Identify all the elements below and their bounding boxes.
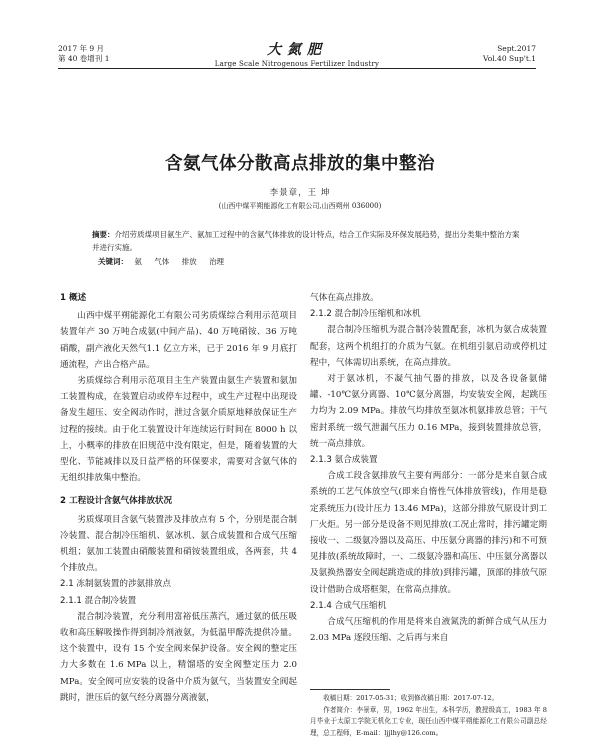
paragraph: 山西中煤平朔能源化工有限公司劣质煤综合利用示范项目装置年产 30 万吨合成氨(中间产品)、40 万吨硝铵、36 万吨硝酸，副产液化天然气1.1 亿立方米，已于 2016 年 9 月底打通流程，产出合格产品。 (60, 311, 297, 370)
body-column-right (310, 290, 547, 646)
footnote-rule (310, 689, 390, 690)
keyword: 排放 (181, 257, 197, 266)
paragraph: 劣质煤项目含氨气装置涉及排放点有 5 个，分别是混合制冷装置、混合制冷压缩机、氨冰机、氨合成装置和合成气压缩机组；氨加工装置由硝酸装置和硝铵装置组成，各两套，共 4 个排放点。 (60, 514, 297, 574)
section-heading-1: 1 概述 (60, 293, 87, 303)
header-date-cn: 2017 年 9 月 (58, 44, 105, 53)
journal-masthead (58, 39, 536, 68)
body-column-left (60, 290, 297, 706)
abstract (92, 228, 520, 254)
header-volume-en: Vol.40 Sup't.1 (483, 54, 536, 63)
paragraph: 混合制冷装置，充分利用富裕低压蒸汽，通过氨的低压吸收和高压解吸操作得到制冷剂液氨，为低温甲醇洗提供冷量。这个装置中，设有 15 个安全阀来保护设备。安全阀的整定压力大多数在 1.6 MPa 以上，精馏塔的安全阀整定压力 2.0 MPa。安全阀可应安装的设备中介质为氨气，当装置安全阀起跳时，泄压后的氨气经分离器分离液氨， (60, 611, 297, 703)
running-header (58, 44, 536, 66)
section-heading-2: 2 工程设计含氨气体排放状况 (60, 496, 173, 507)
paragraph: 合成气压缩机的作用是将来自液氮洗的新鲜合成气从压力 2.03 MPa 逐段压缩、之后再与来自 (310, 617, 547, 644)
footnote (310, 693, 547, 739)
abstract-text: 介绍劳质煤项目氨生产、氨加工过程中的含氨气体排放的设计特点，结合工作实际及环保发展趋势，提出分类集中整治方案并进行实施。 (92, 230, 520, 252)
journal-subtitle: Large Scale Nitrogenous Fertilizer Industry (214, 60, 380, 68)
header-rule (58, 68, 536, 69)
journal-logo: 大氮肥 (267, 42, 327, 58)
article-affiliation: (山西中煤平朔能源化工有限公司,山西朔州 036000) (218, 202, 382, 210)
subsection-heading-2-1-4: 2.1.4 合成气压缩机 (310, 600, 387, 611)
paragraph: 混合制冷压缩机为混合制冷装置配套，冰机为氨合成装置配套，这两个机组打的介质为气氨。在机组引氨启动或停机过程中，气体需切出系统，在高点排放。 (310, 325, 547, 368)
keywords-label: 关键词： (98, 257, 128, 266)
abstract-label: 摘要： (92, 230, 115, 239)
footnote-received: 收稿日期：2017-05-31；收到修改稿日期：2017-07-12。 (323, 694, 499, 702)
header-volume-cn: 第 40 卷增刊 1 (58, 54, 110, 63)
subsection-heading-2-1-2: 2.1.2 混合制冷压缩机和冰机 (310, 309, 421, 320)
keyword: 治理 (209, 257, 225, 266)
paragraph: 对于氨冰机，不凝气抽气器的排放，以及各设备氨储罐、-10℃氨分离器、10℃氨分离器，均安装安全阀，起跳压力均为 2.09 MPa。排放气均排放至氨冰机氨排放总管；干气密封系统一级气泄漏气压力 0.16 MPa，接到装置排放总管，统一高点排放。 (310, 374, 547, 449)
paragraph: 合成工段含氨排放气主要有两部分：一部分是来自氨合成系统的工艺气体放空气(即来自惰性气体排放管线)，作用是稳定系统压力(设计压力 13.46 MPa)，这部分排放气原设计到工厂火炬。另一部分是设备不则见排放(工况止常时，排污罐定期接收一、二级氨冷器以及高压、中压氨分离器的排污)和不可预见排放(系统故障时，一、二级氨冷器和高压、中压氨分离器以及氨换热器安全阀起跳造成的排放)到排污罐，顶部的排放气原设计借助合成塔框架，在常高点排放。 (310, 471, 547, 595)
subsection-heading-2-1-3: 2.1.3 氨合成装置 (310, 455, 378, 466)
subsection-heading-2-1: 2.1 冻制氨装置的涉氨排放点 (60, 579, 171, 590)
header-date-en: Sept.2017 (497, 44, 536, 53)
footnote-author-bio: 作者简介：李景章，男，1962 年出生，本科学历，教授级高工，1983 年 8 月毕业于太原工学院无机化工专业，现任山西中煤平朔能源化工有限公司副总经理，总工程师，E-mail：ljjlhy@126.com。 (310, 705, 547, 737)
article-title: 含氨气体分散高点排放的集中整治 (165, 154, 435, 174)
article-authors: 李景章，王 坤 (269, 188, 331, 198)
keyword: 氨 (134, 257, 142, 266)
subsection-heading-2-1-1: 2.1.1 混合制冷装置 (60, 595, 137, 606)
keywords (98, 256, 234, 268)
paragraph: 劣质煤综合利用示范项目主生产装置由氨生产装置和氨加工装置构成，在装置启动或停车过程中，或生产过程中出现设备发生超压、安全阀动作时，泄过含氨介质原地释放保证生产过程的接续。由于化工装置设计年连续运行时间在 8000 h 以上，小概率的排放在旧规范中没有限定，但是，随着装置的大型化、节能减排以及日益严格的环保要求，需要对含氨气体的无组织排放集中整治。 (60, 376, 297, 484)
header-issue-info-en (483, 44, 536, 64)
paragraph-continued: 气体在高点排放。 (310, 293, 379, 303)
keyword: 气体 (154, 257, 170, 266)
